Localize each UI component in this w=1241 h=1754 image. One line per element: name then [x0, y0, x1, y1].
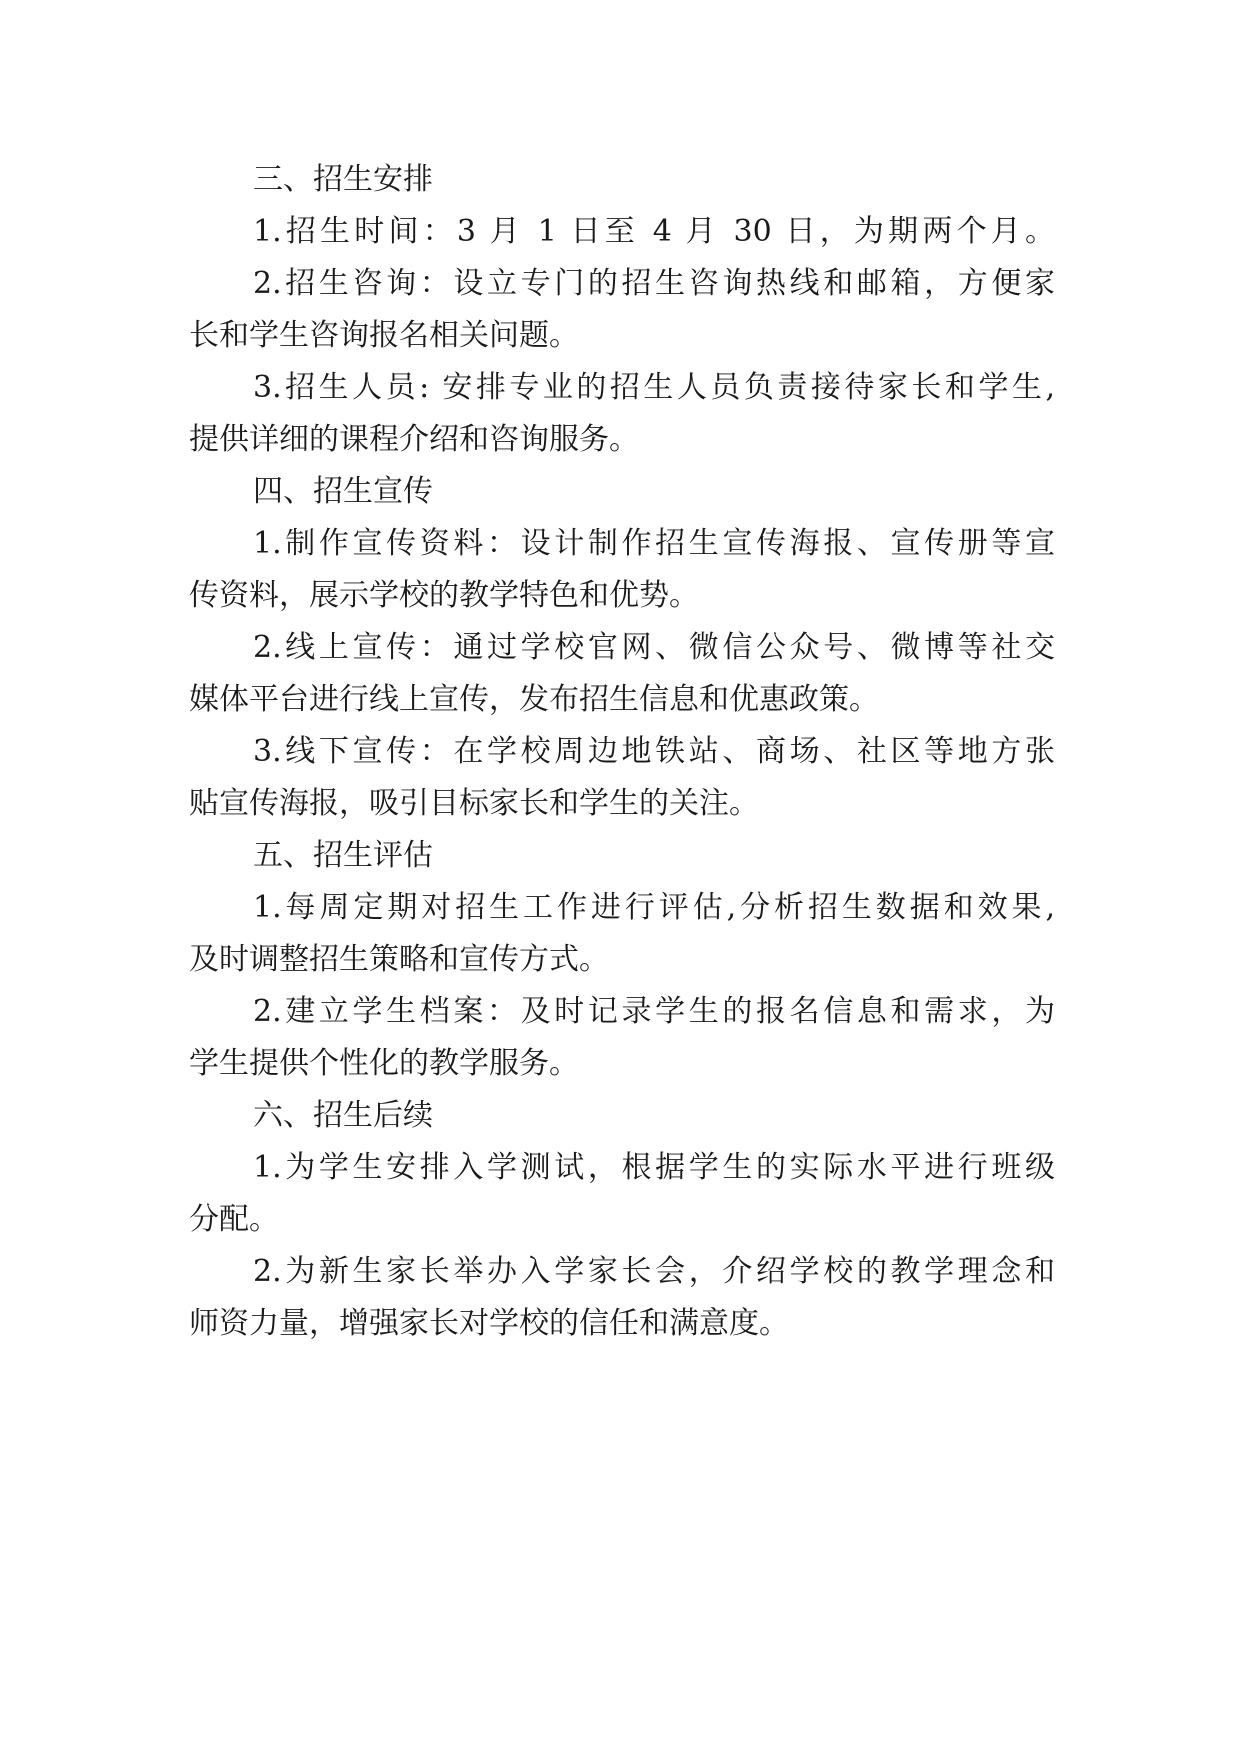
section-heading-3: 三、招生安排: [253, 162, 433, 197]
section-heading-5: 五、招生评估: [253, 838, 433, 873]
paragraph-line: 媒体平台进行线上宣传，发布招生信息和优惠政策。: [189, 682, 879, 717]
section-heading-4: 四、招生宣传: [253, 474, 433, 509]
paragraph-line: 1.招生时间：3 月 1 日至 4 月 30 日，为期两个月。: [253, 214, 1055, 249]
paragraph-line: 2.招生咨询：设立专门的招生咨询热线和邮箱，方便家: [253, 266, 1055, 301]
paragraph-line: 2.线上宣传：通过学校官网、微信公众号、微博等社交: [253, 630, 1055, 665]
paragraph-line: 2.为新生家长举办入学家长会，介绍学校的教学理念和: [253, 1254, 1055, 1289]
paragraph-line: 3.线下宣传：在学校周边地铁站、商场、社区等地方张: [253, 734, 1055, 769]
paragraph-line: 1.制作宣传资料：设计制作招生宣传海报、宣传册等宣: [253, 526, 1055, 561]
paragraph-line: 3.招生人员: 安排专业的招生人员负责接待家长和学生,: [253, 370, 1055, 405]
paragraph-line: 及时调整招生策略和宣传方式。: [189, 942, 609, 977]
paragraph-line: 1.每周定期对招生工作进行评估,分析招生数据和效果,: [253, 890, 1055, 925]
paragraph-line: 分配。: [189, 1202, 279, 1237]
paragraph-line: 提供详细的课程介绍和咨询服务。: [189, 422, 639, 457]
paragraph-line: 贴宣传海报，吸引目标家长和学生的关注。: [189, 786, 759, 821]
paragraph-line: 学生提供个性化的教学服务。: [189, 1046, 579, 1081]
section-heading-6: 六、招生后续: [253, 1098, 433, 1133]
paragraph-line: 2.建立学生档案：及时记录学生的报名信息和需求，为: [253, 994, 1055, 1029]
paragraph-line: 1.为学生安排入学测试，根据学生的实际水平进行班级: [253, 1150, 1055, 1185]
paragraph-line: 长和学生咨询报名相关问题。: [189, 318, 579, 353]
paragraph-line: 师资力量，增强家长对学校的信任和满意度。: [189, 1306, 789, 1341]
paragraph-line: 传资料，展示学校的教学特色和优势。: [189, 578, 699, 613]
